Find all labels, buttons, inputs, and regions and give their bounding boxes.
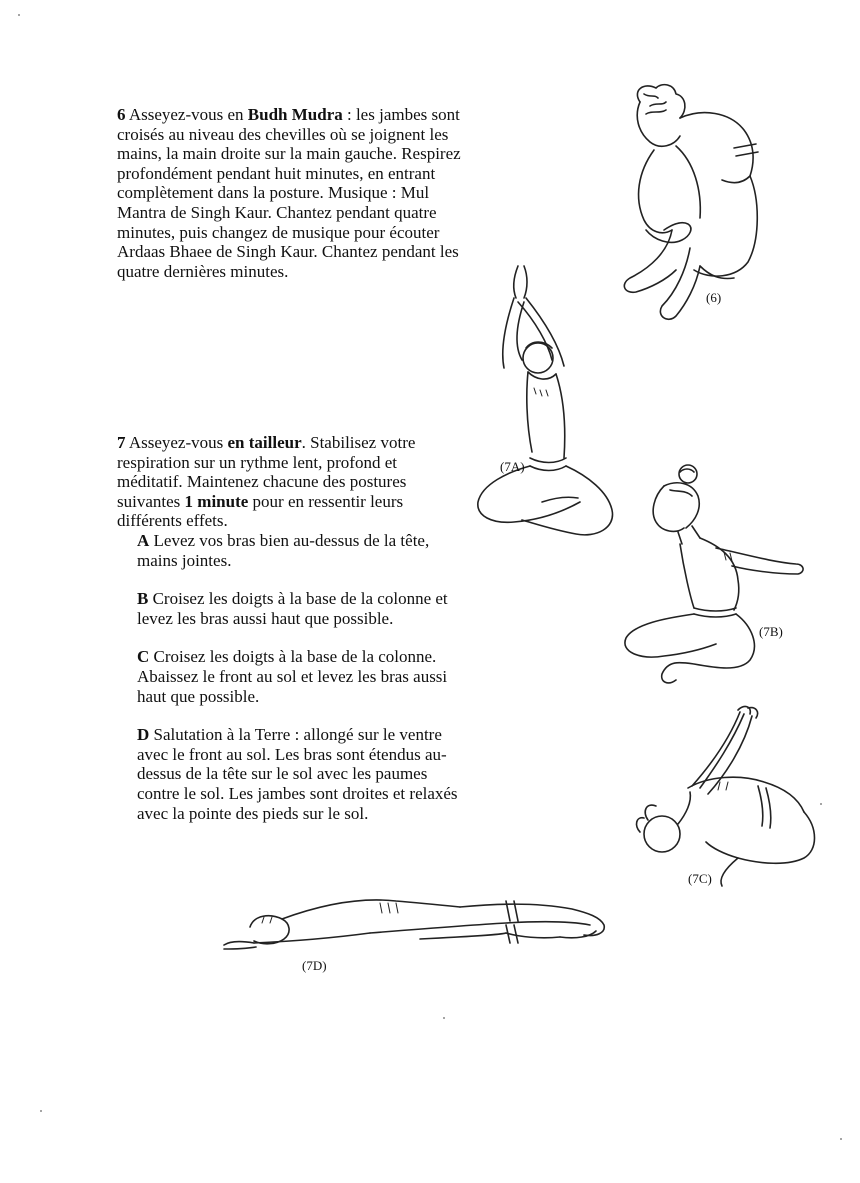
item-text: Levez vos bras bien au-dessus de la tête, mains jointes. [137,530,430,570]
scan-speck [840,1138,842,1140]
step-6-pose-name: Budh Mudra [247,105,343,124]
item-letter: A [137,530,150,550]
step-7-item-a [137,531,462,570]
figure-6-label: (6) [706,290,722,305]
step-7-pose-name: en tailleur [227,433,302,452]
figure-7d-illustration [220,885,610,960]
step-7-duration: 1 minute [184,491,249,511]
step-7-intro: Asseyez-vous [128,433,224,452]
figure-7a-illustration [470,262,640,552]
figure-7c-label: (7C) [688,871,712,886]
item-letter: B [137,589,149,609]
step-6-body: : les jambes sont croisés au niveau des chevilles où se joignent les mains, la main droite sur la main gauche. Respirez profondément pendant huit minutes, en entrant complètement dans la posture. Musique : Mul Mantra de Singh Kaur. Chantez pendant quatre minutes, puis changez de musique pour écouter Ardaas Bhaee de Singh Kaur. Chantez pendant les quatre dernières minutes. [117,105,461,281]
scan-speck [443,1017,445,1019]
scan-speck [18,14,20,16]
item-text: Croisez les doigts à la base de la colonne. Abaissez le front au sol et levez les bras aussi haut que possible. [137,647,448,706]
step-6-number: 6 [117,105,126,124]
item-text: Croisez les doigts à la base de la colonne et levez les bras aussi haut que possible. [137,589,448,628]
scan-speck [820,803,822,805]
step-7-body-2: pour en ressentir leurs différents effets. [117,491,404,531]
figure-7c-illustration [628,702,828,892]
figure-7b-illustration [620,460,810,690]
item-letter: D [137,725,150,745]
scan-speck [40,1110,42,1112]
step-6-intro: Asseyez-vous en [128,105,244,124]
item-letter: C [137,647,150,667]
figure-7d-label: (7D) [302,958,327,973]
figure-7a-label: (7A) [500,459,525,474]
step-7-text [117,433,462,823]
step-7-body-1: . Stabilisez votre respiration sur un rythme lent, profond et méditatif. Maintenez chacune des postures suivantes [117,433,416,511]
item-text: Salutation à la Terre : allongé sur le ventre avec le front au sol. Les bras sont étendus au-dessus de la tête sur le sol avec les paumes contre le sol. Les jambes sont droites et relaxés avec la pointe des pieds sur le sol. [137,725,458,823]
step-7-item-d [137,725,462,823]
step-7-number: 7 [117,433,126,452]
step-7-item-b [137,589,462,628]
figure-7b-label: (7B) [759,624,783,639]
step-6-text [117,105,467,281]
step-7-item-c [137,647,462,706]
